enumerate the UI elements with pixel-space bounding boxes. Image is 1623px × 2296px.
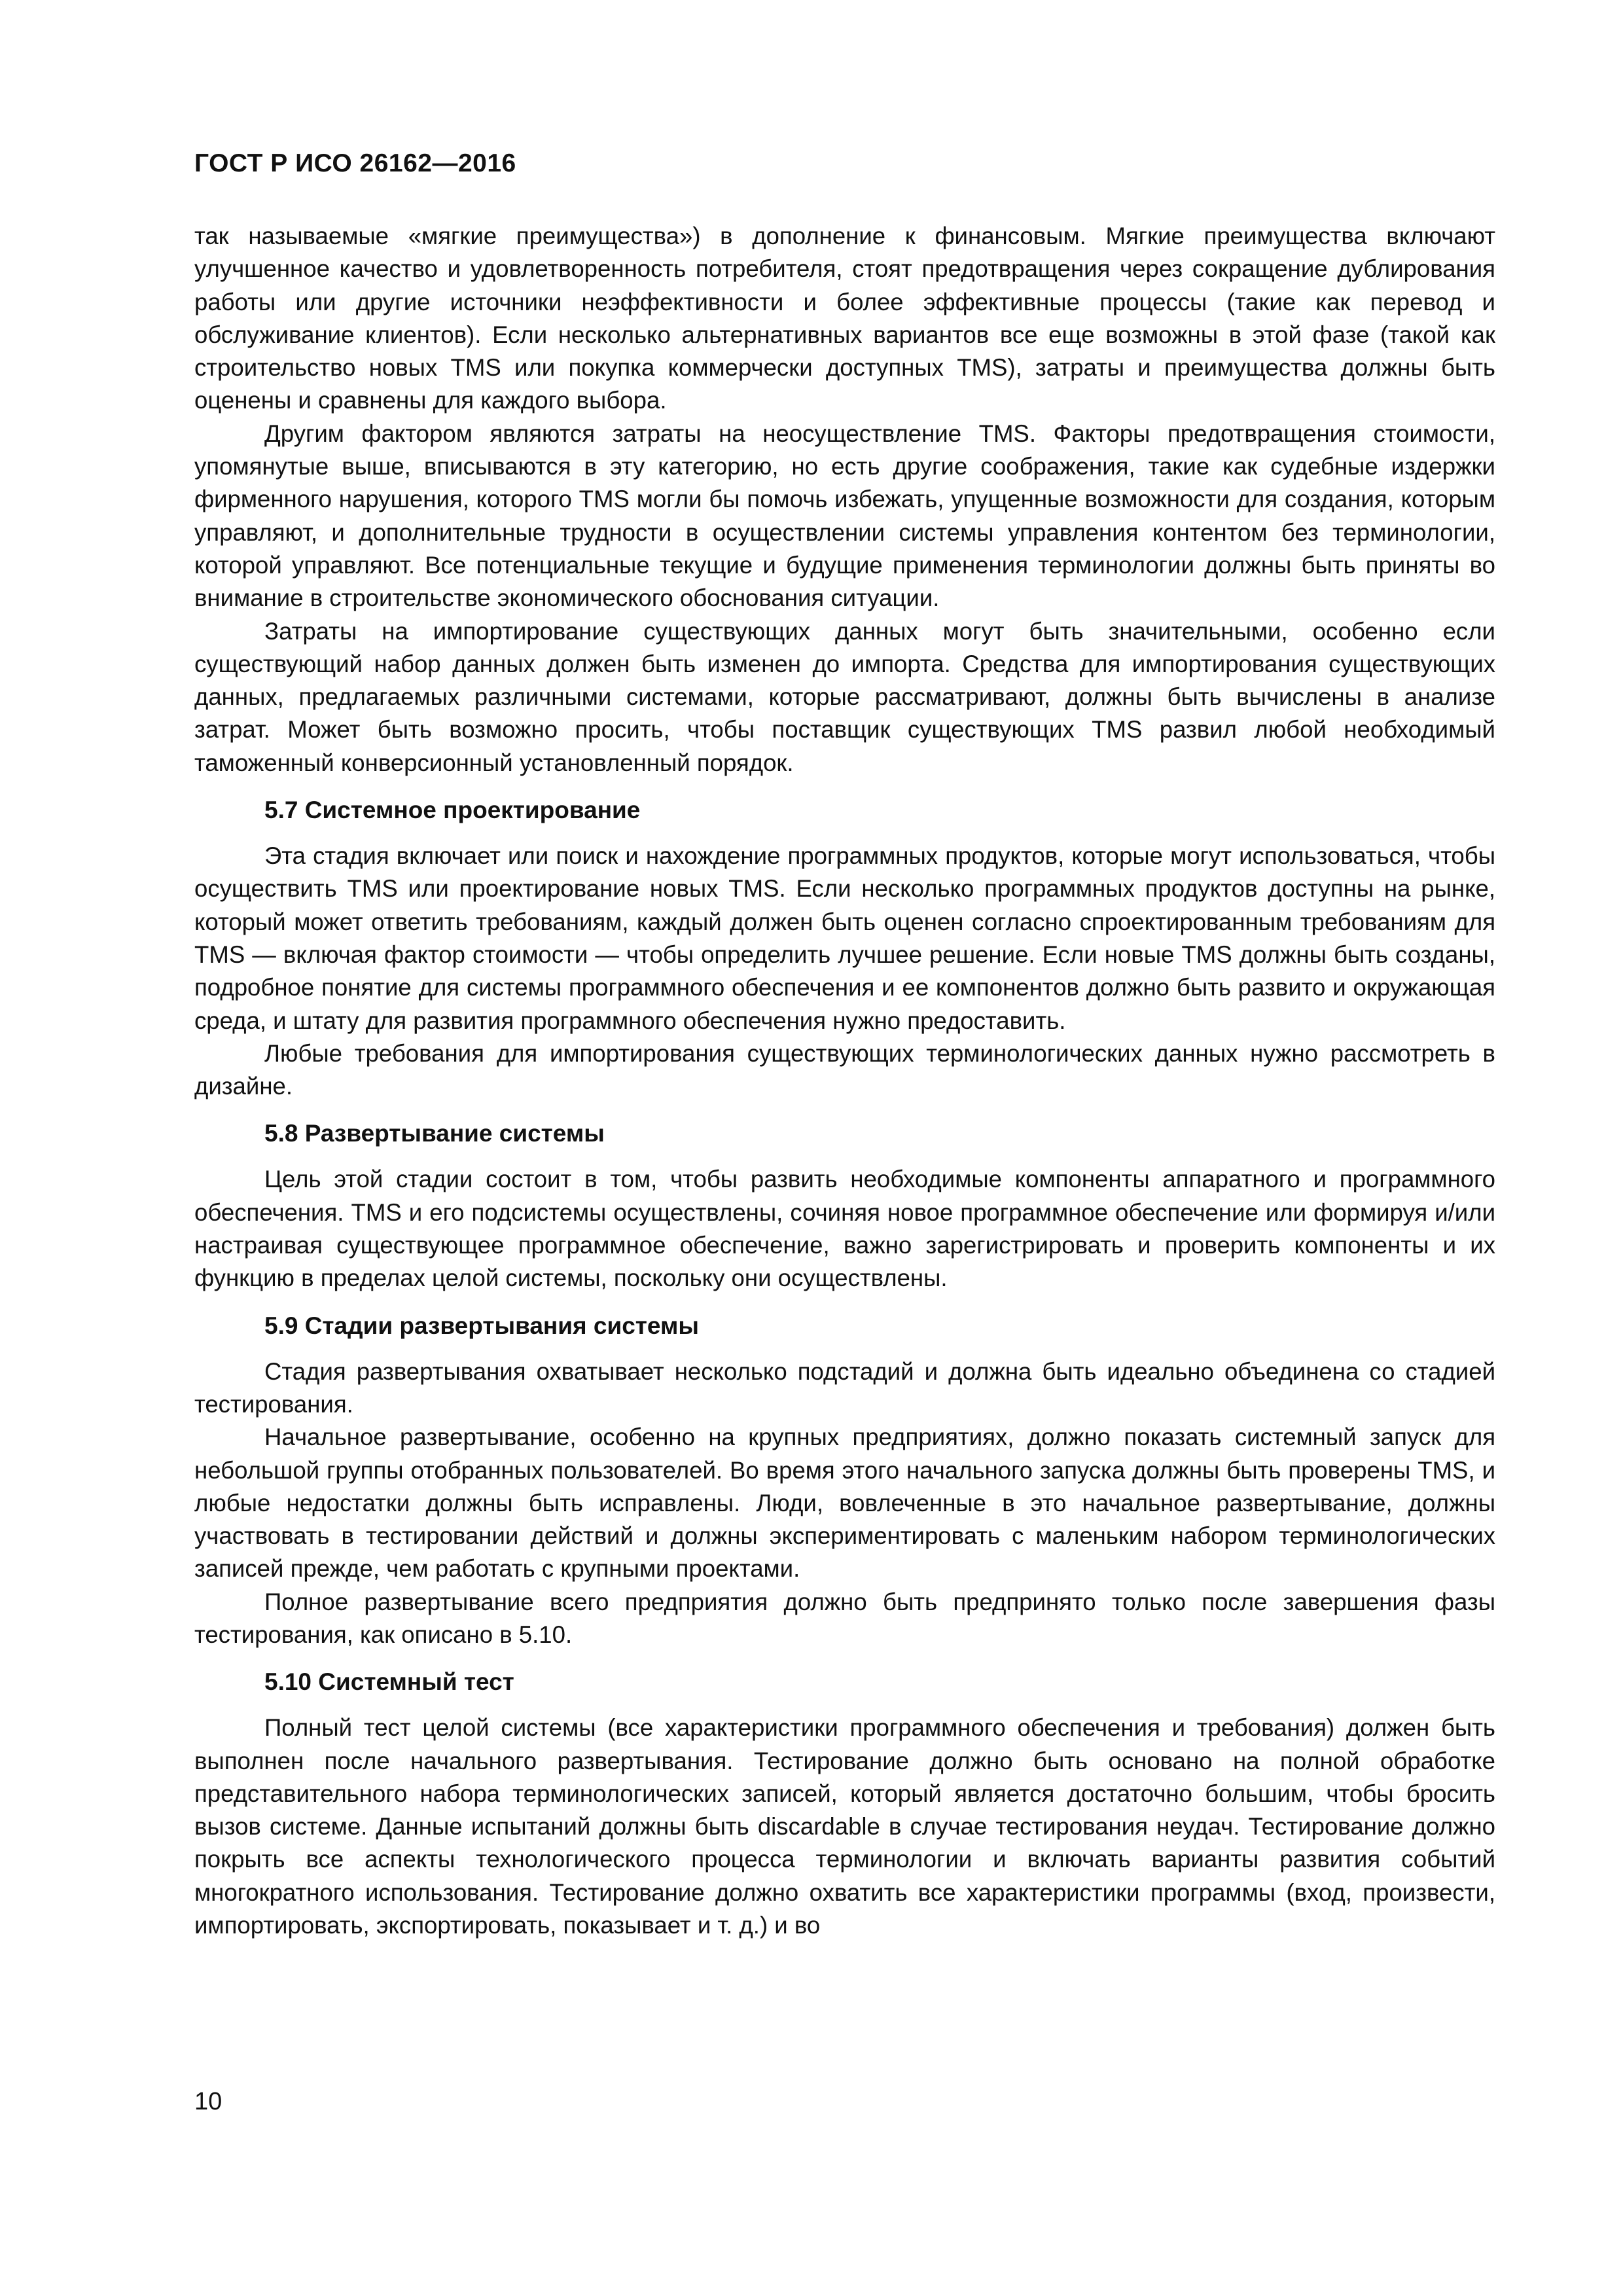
section-5-9-paragraph-3: Полное развертывание всего предприятия должно быть предпринято только после завершения фазы тестирования, как описано в 5.10. <box>194 1588 1495 1648</box>
section-5-10-paragraph-1: Полный тест целой системы (все характеристики программного обеспечения и требования) должен быть выполнен после начального развертывания. Тестирование должно быть основано на полной обработке представительного набора терминологических записей, который является достаточно большим, чтобы бросить вызов системе. Данные испытаний должны быть discardable в случае тестирования неудач. Тестирование должно покрыть все аспекты технологического процесса терминологии и включать варианты развития событий многократного использования. Тестирование должно охватить все характеристики программы (вход, произвести, импортировать, экспортировать, показывает и т. д.) и во <box>194 1714 1495 1939</box>
section-5-7-paragraph-1: Эта стадия включает или поиск и нахождение программных продуктов, которые могут использоваться, чтобы осуществить TMS или проектирование новых TMS. Если несколько программных продуктов доступны на рынке, который может ответить требованиям, каждый должен быть оценен согласно спроектированным требованиям для TMS — включая фактор стоимости — чтобы определить лучшее решение. Если новые TMS должны быть созданы, подробное понятие для системы программного обеспечения и ее компонентов должно быть развито и окружающая среда, и штату для развития программного обеспечения нужно предоставить. <box>194 842 1495 1034</box>
standard-header: ГОСТ Р ИСО 26162—2016 <box>194 149 516 177</box>
page-number: 10 <box>194 2088 223 2115</box>
section-heading-5-10: 5.10 Системный тест <box>264 1668 514 1696</box>
section-5-9-paragraph-2: Начальное развертывание, особенно на крупных предприятиях, должно показать системный запуск для небольшой группы отобранных пользователей. Во время этого начального запуска должны быть проверены TMS, и любые недостатки должны быть исправлены. Люди, вовлеченные в это начальное развертывание, должны участвовать в тестировании действий и должны экспериментировать с маленьким набором терминологических записей прежде, чем работать с крупными проектами. <box>194 1424 1495 1583</box>
section-5-9-paragraph-1: Стадия развертывания охватывает несколько подстадий и должна быть идеально объединена со стадией тестирования. <box>194 1357 1495 1418</box>
section-5-7-paragraph-2: Любые требования для импортирования существующих терминологических данных нужно рассмотреть в дизайне. <box>194 1039 1495 1100</box>
document-body <box>194 220 1495 1942</box>
section-heading-5-9: 5.9 Стадии развертывания системы <box>264 1312 699 1339</box>
section-5-8-paragraph-1: Цель этой стадии состоит в том, чтобы развить необходимые компоненты аппаратного и программного обеспечения. TMS и его подсистемы осуществлены, сочиняя новое программное обеспечение или формируя и/или настраивая существующее программное обеспечение, важно зарегистрировать и проверить компоненты и их функцию в пределах целой системы, поскольку они осуществлены. <box>194 1166 1495 1292</box>
section-heading-5-7: 5.7 Системное проектирование <box>264 797 641 824</box>
intro-paragraph-1: так называемые «мягкие преимущества») в дополнение к финансовым. Мягкие преимущества включают улучшенное качество и удовлетворенность потребителя, стоят предотвращения через сокращение дублирования работы или другие источники неэффективности и более эффективные процессы (такие как перевод и обслуживание клиентов). Если несколько альтернативных вариантов все еще возможны в этой фазе (такой как строительство новых TMS или покупка коммерчески доступных TMS), затраты и преимущества должны быть оценены и сравнены для каждого выбора. <box>194 223 1495 414</box>
section-heading-5-8: 5.8 Развертывание системы <box>264 1120 605 1147</box>
intro-paragraph-3: Затраты на импортирование существующих данных могут быть значительными, особенно если существующий набор данных должен быть изменен до импорта. Средства для импортирования существующих данных, предлагаемых различными системами, которые рассматривают, должны быть вычислены в анализе затрат. Может быть возможно просить, чтобы поставщик существующих TMS развил любой необходимый таможенный конверсионный установленный порядок. <box>194 617 1495 776</box>
intro-paragraph-2: Другим фактором являются затраты на неосуществление TMS. Факторы предотвращения стоимости, упомянутые выше, вписываются в эту категорию, но есть другие соображения, такие как судебные издержки фирменного нарушения, которого TMS могли бы помочь избежать, упущенные возможности для создания, которым управляют, и дополнительные трудности в осуществлении системы управления контентом без терминологии, которой управляют. Все потенциальные текущие и будущие применения терминологии должны быть приняты во внимание в строительстве экономического обоснования ситуации. <box>194 420 1495 612</box>
